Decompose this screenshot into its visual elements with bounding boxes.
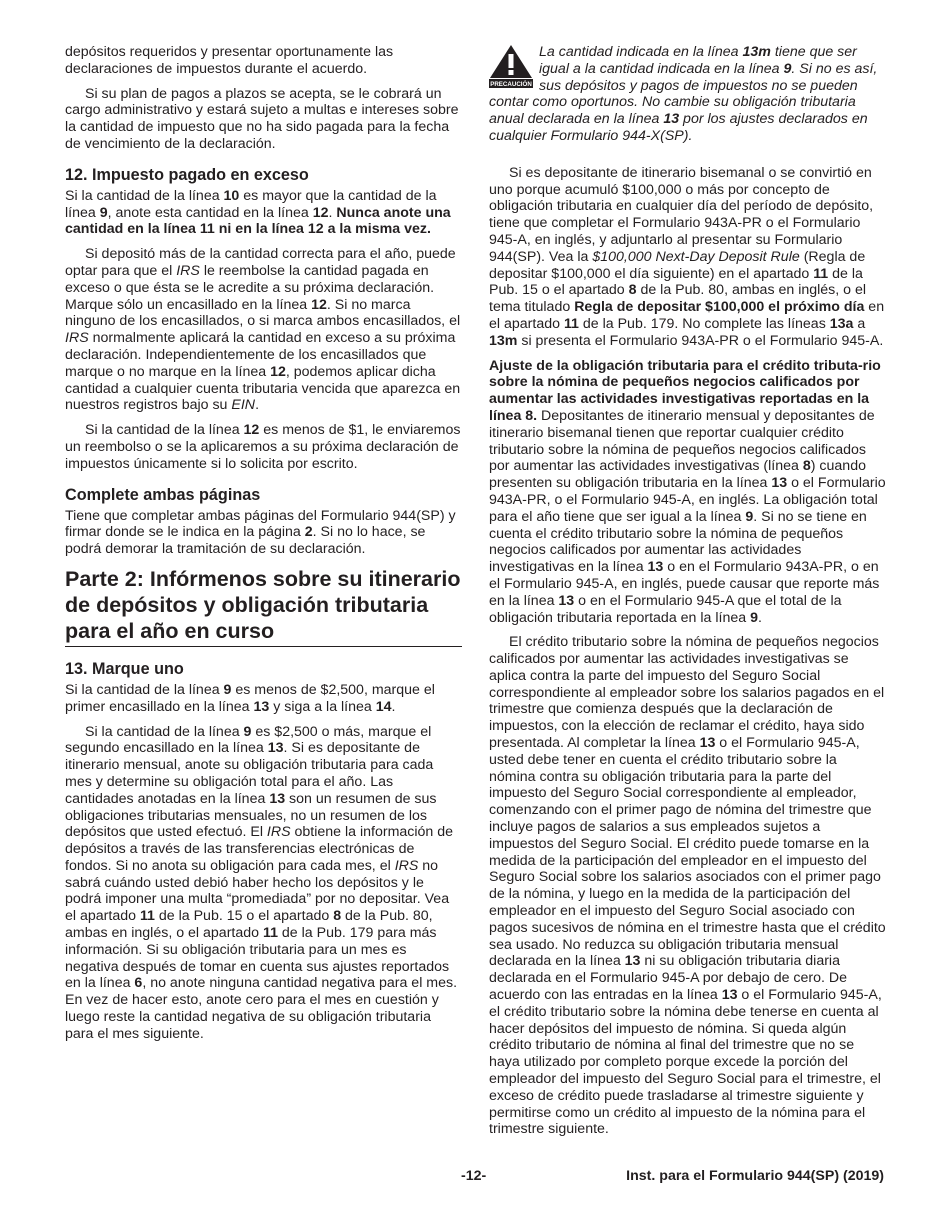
text-run: Si es depositante de itinerario bisemanal o se convirtió en uno porque acumuló $100,000 o más por concepto de obligación tributaria en cualquier día del período de depósito, tiene que completar el Formulario 943A-PR o el Formulario 945-A, en inglés, y adjuntarlo al presentar su Formulario 944(SP). Vea la — [489, 164, 874, 265]
text-run: Si su plan de pagos a plazos se acepta, se le cobrará un cargo administrativo y estará sujeto a multas e intereses sobre la cantidad de impuesto que no ha sido pagada para la fecha de vencimiento de la declaración. — [65, 85, 459, 152]
text-run: 10 — [223, 187, 240, 204]
text-run: 9 — [750, 609, 758, 626]
text-run: 13 — [253, 698, 270, 715]
page-number: -12- — [461, 1168, 487, 1184]
text-run: . Si no marca ninguno de los encasillados, o si marca ambos encasillados, el — [65, 296, 461, 330]
text-run: 14 — [375, 698, 392, 715]
text-run: es mayor que la cantidad de la línea — [65, 187, 437, 221]
paragraph — [65, 724, 462, 1043]
text-run: 9 — [99, 204, 108, 221]
text-run: y siga a la línea — [269, 698, 376, 715]
text-run: 13a — [829, 315, 854, 332]
paragraph — [489, 358, 886, 627]
text-run: . Si no es así, sus depósitos y pagos de impuestos no se pueden contar como oportunos. No cambie su obligación tributaria anual declarada en la línea — [489, 60, 878, 128]
text-run: por los ajustes declarados en cualquier Formulario 944-X(SP). — [489, 111, 868, 144]
text-run: , podemos aplicar dicha cantidad a cualquier cuenta tributaria vencida que aparezca en nuestros registros bajo su — [65, 363, 461, 414]
part-2-heading: Parte 2: Infórmenos sobre su itinerario de depósitos y obligación tributaria para el año en curso — [65, 566, 462, 647]
text-run: 9 — [783, 60, 792, 77]
paragraph — [65, 86, 462, 153]
text-run: ni su obligación tributaria diaria declarada en el Formulario 945-A por debajo de cero. De acuerdo con las entradas en la línea — [489, 953, 848, 1004]
text-run: de la Pub. 179 para más información. Si su obligación tributaria para un mes es negativa después de tomar en cuenta sus ajustes reportados en la línea — [65, 925, 450, 992]
text-run: 13 — [721, 987, 738, 1004]
text-run: 12 — [311, 296, 327, 313]
text-run: 9 — [243, 723, 252, 740]
text-run: 12 — [312, 204, 329, 221]
text-run: 8 — [628, 282, 637, 299]
paragraph — [65, 682, 462, 716]
text-run: 13 — [269, 790, 286, 807]
text-run: 9 — [745, 508, 754, 525]
text-run: o el Formulario 943A-PR, o el Formulario 945-A, en inglés. La obligación total para el año tiene que ser igual a la línea — [489, 475, 886, 525]
text-run: es $2,500 o más, marque el segundo encasillado en la línea — [65, 723, 432, 757]
text-run: 11 — [813, 265, 829, 282]
text-run: o el Formulario 945-A, usted debe tener en cuenta el crédito tributario sobre la nómina contra su obligación tributaria para la parte del impuesto del Seguro Social correspondiente al empleador, comenzando con el primer pago de nómina del trimestre que incluye pagos de salarios a sus empleados sujetos a impuestos del Seguro Social. El crédito puede tomarse en la medida de la participación del empleador en el impuesto del Seguro Social sobre los salarios asociados con el primer pago de la nómina, y luego en la medida de la participación del empleador en el impuesto del Seguro Social asociado con pagos sucesivos de nómina en el trimestre hasta que el crédito sea usado. No reduzca su obligación tributaria mensual declarada en la línea — [489, 735, 886, 970]
text-run: Si la cantidad de la línea — [85, 723, 244, 740]
text-run: IRS — [65, 330, 89, 347]
text-run: de la Pub. 80, ambas en inglés, o el tema titulado — [489, 282, 867, 316]
text-run: 13 — [699, 735, 716, 752]
text-run: Depositantes de itinerario mensual y depositantes de itinerario bisemanal tienen que reportar cualquier crédito tributario sobre la nómina de pequeños negocios calificados por aumentar las actividades investigativas (línea — [489, 407, 875, 475]
text-run: IRS — [394, 857, 419, 874]
text-run: , no anote ninguna cantidad negativa para el mes. En vez de hacer esto, anote cero para el mes en cuestión y luego reste la cantidad negativa de su obligación tributaria para el mes siguiente. — [65, 975, 458, 1042]
text-run: a — [853, 315, 866, 332]
paragraph — [65, 44, 462, 78]
text-run: o en el Formulario 943A-PR, o en el Formulario 945-A, en inglés, puede causar que reporte más en la línea — [489, 559, 880, 609]
text-run: EIN — [231, 397, 256, 414]
text-run: 13 — [647, 559, 664, 576]
text-run: 13 — [267, 740, 284, 757]
text-run: 8 — [333, 908, 342, 925]
text-run: es menos de $1, le enviaremos un reembolso o se la aplicaremos a su próxima declaración de impuestos únicamente si lo solicita por escrito. — [65, 422, 461, 472]
caution-text — [489, 44, 886, 145]
text-run: 11 — [139, 908, 155, 925]
text-run: si presenta el Formulario 943A-PR o el Formulario 945-A. — [517, 332, 884, 349]
text-run: Tiene que completar ambas páginas del Formulario 944(SP) y firmar donde se le indica en la página — [65, 507, 456, 541]
text-run: o en el Formulario 945-A que el total de la obligación tributaria reportada en la línea — [489, 592, 842, 626]
paragraph — [65, 188, 462, 238]
text-run: Ajuste de la obligación tributaria para el crédito tributa-rio sobre la nómina de pequeños negocios calificados por aumentar las actividades investigativas reportadas en la línea 8. — [489, 357, 881, 424]
text-run: de la Pub. 15 o el apartado — [154, 908, 334, 925]
paragraph — [65, 508, 462, 558]
text-run: La cantidad indicada en la línea — [539, 44, 743, 60]
text-run: de la Pub. 15 o el apartado — [489, 265, 863, 299]
text-run: IRS — [176, 262, 200, 279]
text-run: depósitos requeridos y presentar oportunamente las declaraciones de impuestos durante el acuerdo. — [65, 44, 394, 77]
text-run: Si la cantidad de la línea — [65, 681, 224, 698]
text-run: 6 — [134, 975, 143, 992]
text-run: . Si no lo hace, se podrá demorar la tramitación de su declaración. — [65, 524, 426, 558]
paragraph — [489, 165, 886, 350]
text-run: 8 — [802, 458, 811, 475]
paragraph — [489, 634, 886, 1138]
right-column — [489, 44, 886, 1146]
text-run: 12 — [270, 363, 286, 380]
text-run: le reembolse la cantidad pagada en exceso o que ésta se le acredite a su próxima declaración. Marque sólo un encasillado en la línea — [65, 262, 435, 313]
text-run: 2 — [304, 524, 313, 541]
section-heading-check-one: 13. Marque uno — [65, 659, 184, 678]
text-run: (Regla de depositar $100,000 el día siguiente) en el apartado — [489, 248, 866, 282]
text-run: Si la cantidad de la línea — [65, 187, 224, 204]
text-run: . Si es depositante de itinerario mensual, anote su obligación tributaria para cada mes y determine su obligación total para el año. Las cantidades anotadas en la línea — [65, 740, 434, 807]
text-run: obtiene la información de depósitos a través de las transferencias electrónicas de fondos. Si no anota su obligación para cada mes, el — [65, 824, 454, 874]
text-run: Regla de depositar $100,000 el próximo día — [574, 299, 865, 316]
text-run: en el apartado — [489, 299, 885, 332]
text-run: no sabrá cuándo usted debió haber hecho los depósitos y le podrá imponer una multa “promediada” por no depositar. Vea el apartado — [65, 857, 450, 925]
paragraph — [65, 246, 462, 414]
text-run: . — [391, 698, 396, 715]
text-run: . Si no se tiene en cuenta el crédito tributario sobre la nómina de pequeños negocios calificados por aumentar las actividades investigativas en la línea — [489, 508, 867, 576]
text-run: 13m — [489, 332, 518, 349]
text-run: 13m — [742, 44, 771, 60]
form-reference: Inst. para el Formulario 944(SP) (2019) — [626, 1168, 884, 1184]
caution-icon — [489, 44, 533, 88]
text-run: . — [328, 204, 337, 221]
text-run: Si la cantidad de la línea — [85, 422, 244, 439]
text-run: de la Pub. 80, ambas en inglés, o el apartado — [65, 908, 433, 942]
text-run: Si depositó más de la cantidad correcta para el año, puede optar para que el — [65, 246, 456, 279]
text-run: . — [255, 397, 260, 414]
text-run: 13 — [624, 953, 641, 970]
caution-box — [489, 44, 886, 145]
text-run: IRS — [266, 824, 291, 841]
text-run: ) cuando presenten su obligación tributaria en la línea — [489, 458, 866, 492]
text-run: 11 — [563, 315, 579, 332]
text-run: tiene que ser igual a la cantidad indicada en la línea — [539, 44, 857, 77]
text-run: El crédito tributario sobre la nómina de pequeños negocios calificados por aumentar las actividades investigativas se aplica contra la parte del impuesto del Seguro Social correspondiente al empleador sobre los salarios pagados en el trimestre que comienza después que la declaración de impuestos, con la elección de reclamar el crédito, haya sido presentada. Al completar la línea — [489, 634, 885, 752]
text-run: . — [757, 609, 762, 626]
text-run: , anote esta cantidad en la línea — [107, 204, 313, 221]
text-run: $100,000 Next-Day Deposit Rule — [592, 248, 800, 265]
section-heading-overpaid: 12. Impuesto pagado en exceso — [65, 165, 309, 184]
text-run: 13 — [558, 592, 575, 609]
text-run: 11 — [262, 925, 278, 942]
text-run: o el Formulario 945-A, el crédito tributario sobre la nómina debe tenerse en cuenta al hacer depósitos del impuesto de nómina. Si queda algún crédito tributario de nómina al final del trimestre que no se haya utilizado por completo porque excede la porción del empleador del impuesto del Seguro Social para el trimestre, el exceso de crédito puede trasladarse al trimestre siguiente y permitirse como un crédito al impuesto de la nómina para el trimestre siguiente. — [489, 987, 882, 1138]
text-run: normalmente aplicará la cantidad en exceso a su próxima declaración. Independientemente de los encasillados que marque o no marque en la línea — [65, 330, 456, 380]
text-run: de la Pub. 179. No complete las líneas — [578, 315, 830, 332]
text-run: 12 — [243, 422, 260, 439]
text-run: Nunca anote una cantidad en la línea 11 ni en la línea 12 a la misma vez. — [65, 204, 451, 238]
text-run: es menos de $2,500, marque el primer encasillado en la línea — [65, 681, 435, 715]
text-run: son un resumen de sus obligaciones tributarias mensuales, no un resumen de los depósitos que usted efectuó. El — [65, 790, 437, 841]
left-column — [65, 44, 462, 1051]
text-run: 13 — [663, 111, 680, 128]
text-run: 13 — [771, 475, 788, 492]
paragraph — [65, 422, 462, 472]
text-run: 9 — [223, 681, 232, 698]
section-heading-both-pages: Complete ambas páginas — [65, 485, 261, 504]
caution-label: PRECAUCIÓN — [490, 81, 532, 88]
